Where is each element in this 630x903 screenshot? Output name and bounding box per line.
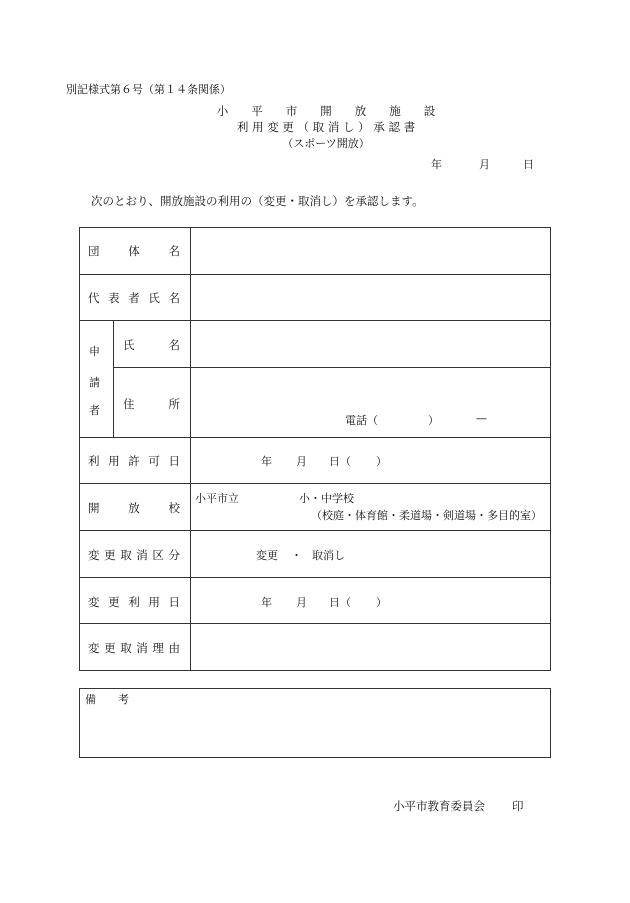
row-divider <box>79 437 551 438</box>
changed-year: 年 <box>261 596 272 609</box>
representative-label: 代 表 者 氏 名 <box>88 291 180 305</box>
school-city: 小平市立 <box>195 492 239 505</box>
column-divider <box>113 320 114 437</box>
changed-month: 月 <box>296 596 307 609</box>
applicant-name-field[interactable] <box>191 321 550 366</box>
phone-close: ） <box>428 414 439 427</box>
issuer-name: 小平市教育委員会 <box>393 799 485 813</box>
school-name-field[interactable] <box>245 488 297 504</box>
remarks-box[interactable] <box>79 688 551 758</box>
phone-dash: — <box>476 412 487 425</box>
intro-text: 次のとおり、開放施設の利用の（変更・取消し）を承認します。 <box>91 194 424 208</box>
applicant-label-1: 申 <box>89 345 100 358</box>
reason-label: 変 更 取 消 理 由 <box>88 641 180 655</box>
date-day: 日 <box>523 158 534 171</box>
school-type: 小・中学校 <box>299 492 354 505</box>
applicant-label-2: 請 <box>89 376 100 389</box>
permit-close: ） <box>376 455 387 468</box>
school-facilities: （校庭・体育館・柔道場・剣道場・多目的室） <box>311 509 542 522</box>
applicant-address-field[interactable] <box>191 368 550 406</box>
row-divider <box>79 483 551 484</box>
phone-field[interactable] <box>385 410 425 426</box>
remarks-label: 備 考 <box>85 693 129 706</box>
option-cancel[interactable]: 取消し <box>312 549 345 562</box>
change-type-label: 変 更 取 消 区 分 <box>88 548 180 562</box>
permit-year: 年 <box>261 455 272 468</box>
reason-field[interactable] <box>191 624 550 670</box>
permit-day: 日（ <box>329 455 351 468</box>
option-separator: ・ <box>291 549 302 562</box>
applicant-label-3: 者 <box>89 404 100 417</box>
form-number: 別記様式第６号（第１４条関係） <box>66 83 231 96</box>
school-label: 開 放 校 <box>88 501 180 515</box>
changed-day: 日（ <box>329 596 351 609</box>
applicant-address-label: 住 所 <box>123 397 180 411</box>
applicant-name-label: 氏 名 <box>123 338 180 352</box>
permit-date-label: 利 用 許 可 日 <box>88 454 180 468</box>
changed-close: ） <box>376 596 387 609</box>
issuer-seal: 印 <box>512 799 524 813</box>
title-line-3: （スポーツ開放） <box>282 137 370 150</box>
title-line-2: 利 用 変 更 （ 取 消 し ） 承 認 書 <box>236 120 416 134</box>
row-divider <box>79 577 551 578</box>
option-change[interactable]: 変更 <box>256 549 278 562</box>
phone-label: 電話（ <box>345 414 378 427</box>
representative-field[interactable] <box>191 275 550 319</box>
row-divider <box>79 530 551 531</box>
date-month: 月 <box>479 158 490 171</box>
title-line-1: 小 平 市 開 放 施 設 <box>216 104 436 118</box>
date-year: 年 <box>431 158 442 171</box>
group-name-field[interactable] <box>191 228 550 273</box>
group-name-label: 団 体 名 <box>88 244 180 258</box>
changed-date-label: 変 更 利 用 日 <box>88 595 180 609</box>
permit-month: 月 <box>296 455 307 468</box>
